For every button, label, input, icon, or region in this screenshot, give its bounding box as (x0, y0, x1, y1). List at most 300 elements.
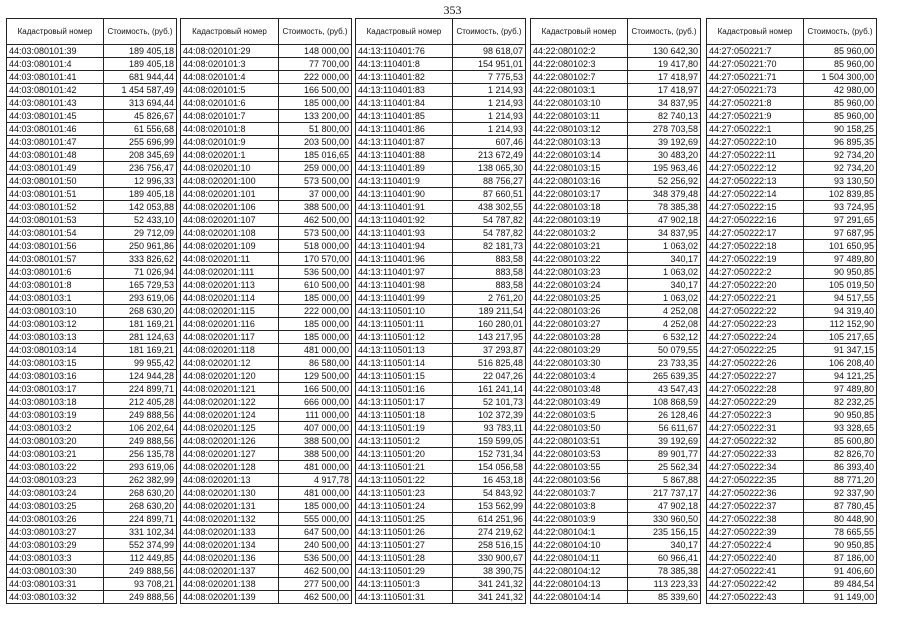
table-row (181, 591, 352, 604)
cost-value: 77 700,00 (279, 58, 352, 71)
cadastral-number: 44:13:110501:23 (356, 487, 453, 500)
cost-table-2 (180, 18, 352, 604)
cost-value: 133 200,00 (279, 110, 352, 123)
cost-value: 93 328,65 (804, 422, 877, 435)
table-row (531, 266, 701, 279)
cadastral-number: 44:03:080103:14 (7, 344, 104, 357)
cost-value: 516 825,48 (453, 357, 526, 370)
cadastral-number: 44:13:110501:13 (356, 344, 453, 357)
cost-value: 7 775,53 (453, 71, 526, 84)
cadastral-number: 44:27:050222:3 (707, 409, 804, 422)
cost-value: 91 347,15 (804, 344, 877, 357)
table-row (181, 487, 352, 500)
cost-value: 93 724,95 (804, 201, 877, 214)
cadastral-number: 44:22:080103:27 (531, 318, 628, 331)
cadastral-number: 44:13:110501:3 (356, 578, 453, 591)
cost-value: 249 888,56 (104, 565, 177, 578)
cadastral-number: 44:03:080103:32 (7, 591, 104, 604)
cadastral-number: 44:27:050222:36 (707, 487, 804, 500)
cost-value: 4 252,08 (628, 318, 701, 331)
table-row (181, 97, 352, 110)
cost-value: 89 901,77 (628, 448, 701, 461)
table-row (707, 162, 877, 175)
cost-value: 37 000,00 (279, 188, 352, 201)
cadastral-number: 44:13:110501:15 (356, 370, 453, 383)
cadastral-number: 44:22:080103:56 (531, 474, 628, 487)
cadastral-number: 44:03:080103:27 (7, 526, 104, 539)
cost-value: 195 963,46 (628, 162, 701, 175)
cost-value: 222 000,00 (279, 305, 352, 318)
cadastral-number: 44:03:080101:53 (7, 214, 104, 227)
cost-value: 166 500,00 (279, 383, 352, 396)
cadastral-number: 44:03:080101:41 (7, 71, 104, 84)
cost-value: 5 867,88 (628, 474, 701, 487)
cost-table-1 (6, 18, 177, 604)
cost-value: 17 418,97 (628, 71, 701, 84)
cost-value: 97 687,95 (804, 227, 877, 240)
cadastral-number: 44:03:080101:48 (7, 149, 104, 162)
cadastral-number: 44:22:080103:50 (531, 422, 628, 435)
table-row (531, 214, 701, 227)
cadastral-number: 44:08:020201:124 (181, 409, 279, 422)
table-row (7, 344, 177, 357)
cost-value: 1 214,93 (453, 123, 526, 136)
cadastral-number: 44:08:020101:6 (181, 97, 279, 110)
cadastral-number: 44:08:020201:127 (181, 448, 279, 461)
table-row (531, 331, 701, 344)
table-row (181, 162, 352, 175)
cost-value: 573 500,00 (279, 175, 352, 188)
cadastral-number: 44:22:080103:13 (531, 136, 628, 149)
cadastral-number: 44:08:020101:8 (181, 123, 279, 136)
cadastral-number: 44:03:080101:57 (7, 253, 104, 266)
table-row (7, 474, 177, 487)
cost-value: 90 950,85 (804, 409, 877, 422)
table-row (531, 305, 701, 318)
table-row (356, 201, 526, 214)
cadastral-number: 44:08:020101:4 (181, 71, 279, 84)
cost-value: 30 483,20 (628, 149, 701, 162)
table-row (531, 539, 701, 552)
cadastral-number: 44:13:110501:21 (356, 461, 453, 474)
table-row (356, 383, 526, 396)
cadastral-number: 44:13:110501:20 (356, 448, 453, 461)
table-row (707, 539, 877, 552)
cadastral-number: 44:08:020201:121 (181, 383, 279, 396)
cadastral-number: 44:08:020201:122 (181, 396, 279, 409)
cost-value: 106 208,40 (804, 357, 877, 370)
cadastral-number: 44:27:050222:15 (707, 201, 804, 214)
table-row (356, 357, 526, 370)
cadastral-number: 44:08:020201:133 (181, 526, 279, 539)
table-row (181, 214, 352, 227)
cadastral-number: 44:22:080103:7 (531, 487, 628, 500)
cost-value: 112 449,85 (104, 552, 177, 565)
table-row (181, 565, 352, 578)
header-cost: Стоимость, (руб.) (628, 19, 701, 45)
cadastral-number: 44:22:080103:29 (531, 344, 628, 357)
table-row (707, 422, 877, 435)
cost-value: 181 169,21 (104, 318, 177, 331)
cadastral-number: 44:08:020201:107 (181, 214, 279, 227)
table-row (7, 97, 177, 110)
cadastral-number: 44:03:080101:42 (7, 84, 104, 97)
cost-value: 313 694,44 (104, 97, 177, 110)
cadastral-number: 44:27:050222:39 (707, 526, 804, 539)
cost-table-4 (530, 18, 701, 604)
cadastral-number: 44:13:110401:99 (356, 292, 453, 305)
cost-value: 277 500,00 (279, 578, 352, 591)
cost-value: 262 382,99 (104, 474, 177, 487)
table-row (181, 513, 352, 526)
cadastral-number: 44:13:110401:96 (356, 253, 453, 266)
table-row (7, 136, 177, 149)
cadastral-number: 44:08:020201:132 (181, 513, 279, 526)
table-row (7, 84, 177, 97)
table-row (181, 71, 352, 84)
table-row (707, 409, 877, 422)
cadastral-number: 44:13:110401:90 (356, 188, 453, 201)
cadastral-number: 44:22:080103:48 (531, 383, 628, 396)
cadastral-number: 44:22:080104:10 (531, 539, 628, 552)
table-row (356, 227, 526, 240)
cadastral-number: 44:03:080101:56 (7, 240, 104, 253)
table-row (707, 448, 877, 461)
cadastral-number: 44:27:050222:19 (707, 253, 804, 266)
cadastral-number: 44:27:050222:13 (707, 175, 804, 188)
cadastral-number: 44:03:080103:26 (7, 513, 104, 526)
cost-value: 82 232,25 (804, 396, 877, 409)
cost-value: 166 500,00 (279, 84, 352, 97)
cadastral-number: 44:03:080103:25 (7, 500, 104, 513)
cost-value: 78 665,55 (804, 526, 877, 539)
cost-value: 189 211,54 (453, 305, 526, 318)
cadastral-number: 44:03:080103:21 (7, 448, 104, 461)
table-row (531, 45, 701, 58)
table-row (181, 448, 352, 461)
table-row (181, 552, 352, 565)
table-row (7, 552, 177, 565)
cost-value: 90 950,85 (804, 539, 877, 552)
cost-value: 481 000,00 (279, 461, 352, 474)
cost-value: 4 917,78 (279, 474, 352, 487)
cadastral-number: 44:08:020201:128 (181, 461, 279, 474)
table-row (7, 149, 177, 162)
cadastral-number: 44:03:080103:19 (7, 409, 104, 422)
cadastral-number: 44:27:050221:73 (707, 84, 804, 97)
cost-value: 78 385,38 (628, 565, 701, 578)
header-cadastral-number: Кадастровый номер (356, 19, 453, 45)
cost-value: 86 580,00 (279, 357, 352, 370)
cadastral-number: 44:08:020201:116 (181, 318, 279, 331)
table-row (356, 422, 526, 435)
cost-value: 341 241,32 (453, 591, 526, 604)
cadastral-number: 44:08:020201:120 (181, 370, 279, 383)
cadastral-number: 44:03:080101:52 (7, 201, 104, 214)
cost-value: 481 000,00 (279, 487, 352, 500)
cadastral-number: 44:27:050222:41 (707, 565, 804, 578)
table-row (707, 71, 877, 84)
table-row (356, 370, 526, 383)
cost-value: 54 787,82 (453, 214, 526, 227)
cadastral-number: 44:03:080101:8 (7, 279, 104, 292)
cost-value: 249 888,56 (104, 409, 177, 422)
cost-value: 293 619,06 (104, 292, 177, 305)
table-row (531, 188, 701, 201)
table-row (181, 370, 352, 383)
cadastral-number: 44:22:080103:15 (531, 162, 628, 175)
table-row (7, 227, 177, 240)
table-row (707, 305, 877, 318)
cadastral-number: 44:03:080101:45 (7, 110, 104, 123)
cadastral-number: 44:27:050222:43 (707, 591, 804, 604)
cadastral-number: 44:03:080101:46 (7, 123, 104, 136)
cadastral-number: 44:03:080101:39 (7, 45, 104, 58)
table-row (531, 149, 701, 162)
cadastral-number: 44:22:080103:51 (531, 435, 628, 448)
cost-value: 130 642,30 (628, 45, 701, 58)
cost-value: 341 241,32 (453, 578, 526, 591)
table-row (707, 370, 877, 383)
table-row (181, 318, 352, 331)
table-row (531, 240, 701, 253)
table-row (356, 149, 526, 162)
table-row (531, 71, 701, 84)
cost-value: 82 826,70 (804, 448, 877, 461)
cost-value: 185 000,00 (279, 318, 352, 331)
table-row (707, 201, 877, 214)
table-row (7, 45, 177, 58)
table-row (356, 318, 526, 331)
table-row (531, 422, 701, 435)
cost-value: 82 181,73 (453, 240, 526, 253)
cadastral-number: 44:03:080103:12 (7, 318, 104, 331)
cost-value: 93 130,50 (804, 175, 877, 188)
table-row (7, 526, 177, 539)
cadastral-number: 44:03:080103:29 (7, 539, 104, 552)
cost-value: 52 256,92 (628, 175, 701, 188)
cadastral-number: 44:13:110401:88 (356, 149, 453, 162)
cost-value: 153 562,99 (453, 500, 526, 513)
cost-value: 256 135,78 (104, 448, 177, 461)
table-row (531, 409, 701, 422)
cadastral-number: 44:03:080103:10 (7, 305, 104, 318)
cadastral-number: 44:08:020201:137 (181, 565, 279, 578)
cost-value: 87 660,51 (453, 188, 526, 201)
cost-value: 112 152,90 (804, 318, 877, 331)
cadastral-number: 44:27:050222:2 (707, 266, 804, 279)
table-row (531, 357, 701, 370)
table-row (707, 123, 877, 136)
cadastral-number: 44:27:050222:1 (707, 123, 804, 136)
cost-value: 255 696,99 (104, 136, 177, 149)
table-row (181, 149, 352, 162)
cost-value: 50 079,55 (628, 344, 701, 357)
cost-value: 388 500,00 (279, 448, 352, 461)
cost-value: 330 960,50 (628, 513, 701, 526)
cost-value: 97 489,80 (804, 253, 877, 266)
cadastral-number: 44:08:020101:5 (181, 84, 279, 97)
cadastral-number: 44:27:050222:22 (707, 305, 804, 318)
cadastral-number: 44:13:110501:11 (356, 318, 453, 331)
cadastral-number: 44:03:080101:49 (7, 162, 104, 175)
cost-value: 160 280,01 (453, 318, 526, 331)
table-row (356, 253, 526, 266)
table-row (531, 474, 701, 487)
table-row (531, 227, 701, 240)
cadastral-number: 44:03:080101:47 (7, 136, 104, 149)
table-row (531, 487, 701, 500)
cadastral-number: 44:03:080101:4 (7, 58, 104, 71)
cadastral-number: 44:13:110401:93 (356, 227, 453, 240)
cadastral-number: 44:22:080103:19 (531, 214, 628, 227)
cost-value: 258 516,15 (453, 539, 526, 552)
cadastral-number: 44:22:080103:28 (531, 331, 628, 344)
cost-value: 25 562,34 (628, 461, 701, 474)
cost-value: 111 000,00 (279, 409, 352, 422)
table-row (707, 357, 877, 370)
cadastral-number: 44:08:020201:134 (181, 539, 279, 552)
cadastral-number: 44:03:080101:50 (7, 175, 104, 188)
cadastral-number: 44:22:080103:10 (531, 97, 628, 110)
cost-value: 6 532,12 (628, 331, 701, 344)
cadastral-number: 44:22:080103:21 (531, 240, 628, 253)
cadastral-number: 44:13:110501:24 (356, 500, 453, 513)
cost-value: 154 951,01 (453, 58, 526, 71)
cost-value: 54 787,82 (453, 227, 526, 240)
cost-value: 47 902,18 (628, 500, 701, 513)
cadastral-number: 44:22:080102:2 (531, 45, 628, 58)
cadastral-number: 44:08:020201:114 (181, 292, 279, 305)
cost-value: 203 500,00 (279, 136, 352, 149)
cost-table-5 (706, 18, 877, 604)
cadastral-number: 44:08:020201:12 (181, 357, 279, 370)
cost-value: 19 417,80 (628, 58, 701, 71)
table-row (356, 292, 526, 305)
table-row (531, 201, 701, 214)
cadastral-number: 44:08:020201:138 (181, 578, 279, 591)
table-row (356, 591, 526, 604)
cost-value: 91 406,60 (804, 565, 877, 578)
table-row (181, 344, 352, 357)
table-row (7, 305, 177, 318)
table-row (181, 305, 352, 318)
table-row (7, 175, 177, 188)
cost-value: 85 960,00 (804, 58, 877, 71)
cadastral-number: 44:27:050221:7 (707, 45, 804, 58)
cost-value: 88 756,27 (453, 175, 526, 188)
cost-value: 348 379,48 (628, 188, 701, 201)
cadastral-number: 44:27:050222:31 (707, 422, 804, 435)
cost-value: 71 026,94 (104, 266, 177, 279)
table-row (707, 487, 877, 500)
table-row (181, 279, 352, 292)
cost-value: 883,58 (453, 266, 526, 279)
cadastral-number: 44:27:050222:34 (707, 461, 804, 474)
table-row (356, 240, 526, 253)
cadastral-number: 44:22:080103:22 (531, 253, 628, 266)
table-row (356, 435, 526, 448)
cadastral-number: 44:13:110501:18 (356, 409, 453, 422)
table-row (356, 45, 526, 58)
cost-value: 93 708,21 (104, 578, 177, 591)
cost-value: 87 780,45 (804, 500, 877, 513)
cost-value: 250 961,86 (104, 240, 177, 253)
cost-value: 143 217,95 (453, 331, 526, 344)
cost-value: 278 703,58 (628, 123, 701, 136)
cadastral-number: 44:08:020201:108 (181, 227, 279, 240)
cadastral-number: 44:22:080103:1 (531, 84, 628, 97)
cadastral-number: 44:08:020101:7 (181, 110, 279, 123)
cadastral-number: 44:27:050222:12 (707, 162, 804, 175)
table-row (7, 487, 177, 500)
cost-value: 647 500,00 (279, 526, 352, 539)
cost-value: 212 405,28 (104, 396, 177, 409)
cost-value: 98 618,07 (453, 45, 526, 58)
table-row (7, 513, 177, 526)
table-row (181, 474, 352, 487)
cost-table-3 (355, 18, 526, 604)
header-cost: Стоимость, (руб.) (104, 19, 177, 45)
table-row (7, 461, 177, 474)
cadastral-number: 44:22:080103:25 (531, 292, 628, 305)
header-cadastral-number: Кадастровый номер (531, 19, 628, 45)
cost-value: 185 016,65 (279, 149, 352, 162)
table-row (7, 370, 177, 383)
table-row (531, 58, 701, 71)
cost-value: 268 630,20 (104, 487, 177, 500)
cost-value: 54 843,92 (453, 487, 526, 500)
table-row (531, 318, 701, 331)
cost-value: 101 650,95 (804, 240, 877, 253)
cost-value: 235 156,15 (628, 526, 701, 539)
cadastral-number: 44:03:080103:22 (7, 461, 104, 474)
table-row (707, 214, 877, 227)
cost-value: 208 345,69 (104, 149, 177, 162)
cadastral-number: 44:08:020201:113 (181, 279, 279, 292)
table-row (707, 500, 877, 513)
cost-value: 573 500,00 (279, 227, 352, 240)
table-row (707, 474, 877, 487)
cost-value: 39 192,69 (628, 435, 701, 448)
cost-value: 52 101,73 (453, 396, 526, 409)
cost-value: 12 996,33 (104, 175, 177, 188)
cost-value: 90 158,25 (804, 123, 877, 136)
table-row (356, 305, 526, 318)
cost-value: 274 219,62 (453, 526, 526, 539)
cost-value: 106 202,64 (104, 422, 177, 435)
table-row (356, 461, 526, 474)
cadastral-number: 44:08:020201:131 (181, 500, 279, 513)
cadastral-number: 44:03:080101:51 (7, 188, 104, 201)
table-row (707, 58, 877, 71)
cost-value: 249 888,56 (104, 591, 177, 604)
cost-value: 34 837,95 (628, 97, 701, 110)
table-row (181, 292, 352, 305)
cadastral-number: 44:03:080103:3 (7, 552, 104, 565)
cost-value: 90 950,85 (804, 266, 877, 279)
cost-value: 4 252,08 (628, 305, 701, 318)
cost-value: 462 500,00 (279, 565, 352, 578)
cost-value: 1 063,02 (628, 266, 701, 279)
cost-value: 213 672,49 (453, 149, 526, 162)
cost-value: 1 214,93 (453, 84, 526, 97)
cost-value: 185 000,00 (279, 292, 352, 305)
table-row (7, 214, 177, 227)
table-row (531, 526, 701, 539)
cost-value: 536 500,00 (279, 552, 352, 565)
table-row (181, 136, 352, 149)
